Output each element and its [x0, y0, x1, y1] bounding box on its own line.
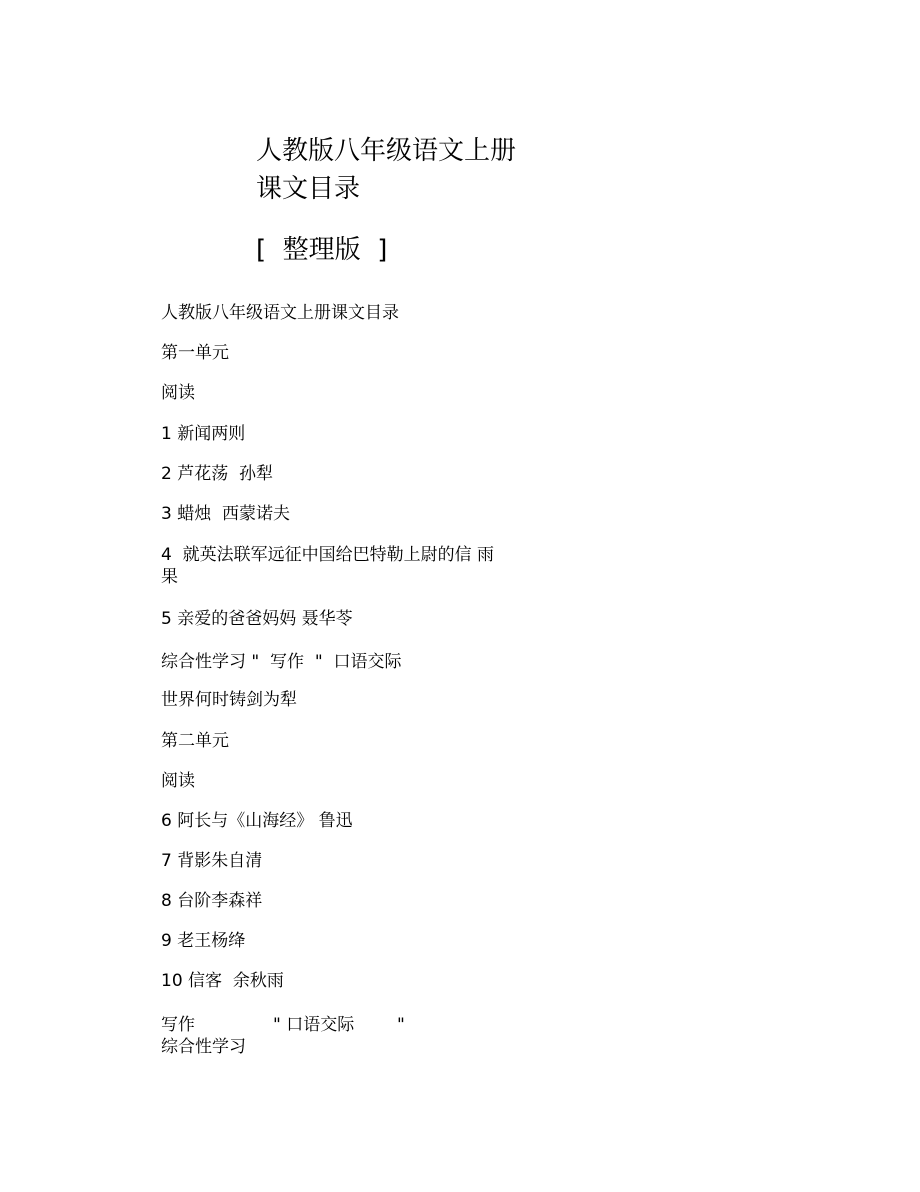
toc-heading: 人教版八年级语文上册课文目录: [161, 303, 399, 323]
section-heading-split: [161, 1014, 461, 1036]
toc-entry: 7 背影朱自清: [161, 851, 263, 871]
toc-entry: 4 就英法联军远征中国给巴特勒上尉的信 雨果: [161, 545, 495, 587]
toc-entry: 8 台阶李森祥: [161, 891, 263, 911]
unit-heading: 第一单元: [161, 343, 229, 363]
section-part: " 口语交际: [273, 1015, 355, 1035]
toc-entry: 9 老王杨绛: [161, 931, 246, 951]
toc-entry: 6 阿长与《山海经》 鲁迅: [161, 811, 353, 831]
section-heading: 综合性学习 " 写作 " 口语交际: [161, 652, 402, 672]
section-part: 写作: [161, 1015, 195, 1035]
section-heading: 阅读: [161, 383, 195, 403]
toc-entry: 世界何时铸剑为犁: [161, 690, 297, 710]
section-heading: 阅读: [161, 771, 195, 791]
page-title: 人教版八年级语文上册课文目录: [256, 136, 517, 204]
section-part: ": [397, 1015, 405, 1035]
toc-entry: 10 信客 余秋雨: [161, 971, 284, 991]
section-heading: 综合性学习: [161, 1037, 246, 1057]
page-subtitle: [ 整理版 ]: [256, 235, 388, 265]
toc-entry: 5 亲爱的爸爸妈妈 聂华苓: [161, 609, 353, 629]
toc-entry: 1 新闻两则: [161, 424, 246, 444]
unit-heading: 第二单元: [161, 731, 229, 751]
toc-entry: 3 蜡烛 西蒙诺夫: [161, 504, 291, 524]
toc-entry: 2 芦花荡 孙犁: [161, 464, 274, 484]
